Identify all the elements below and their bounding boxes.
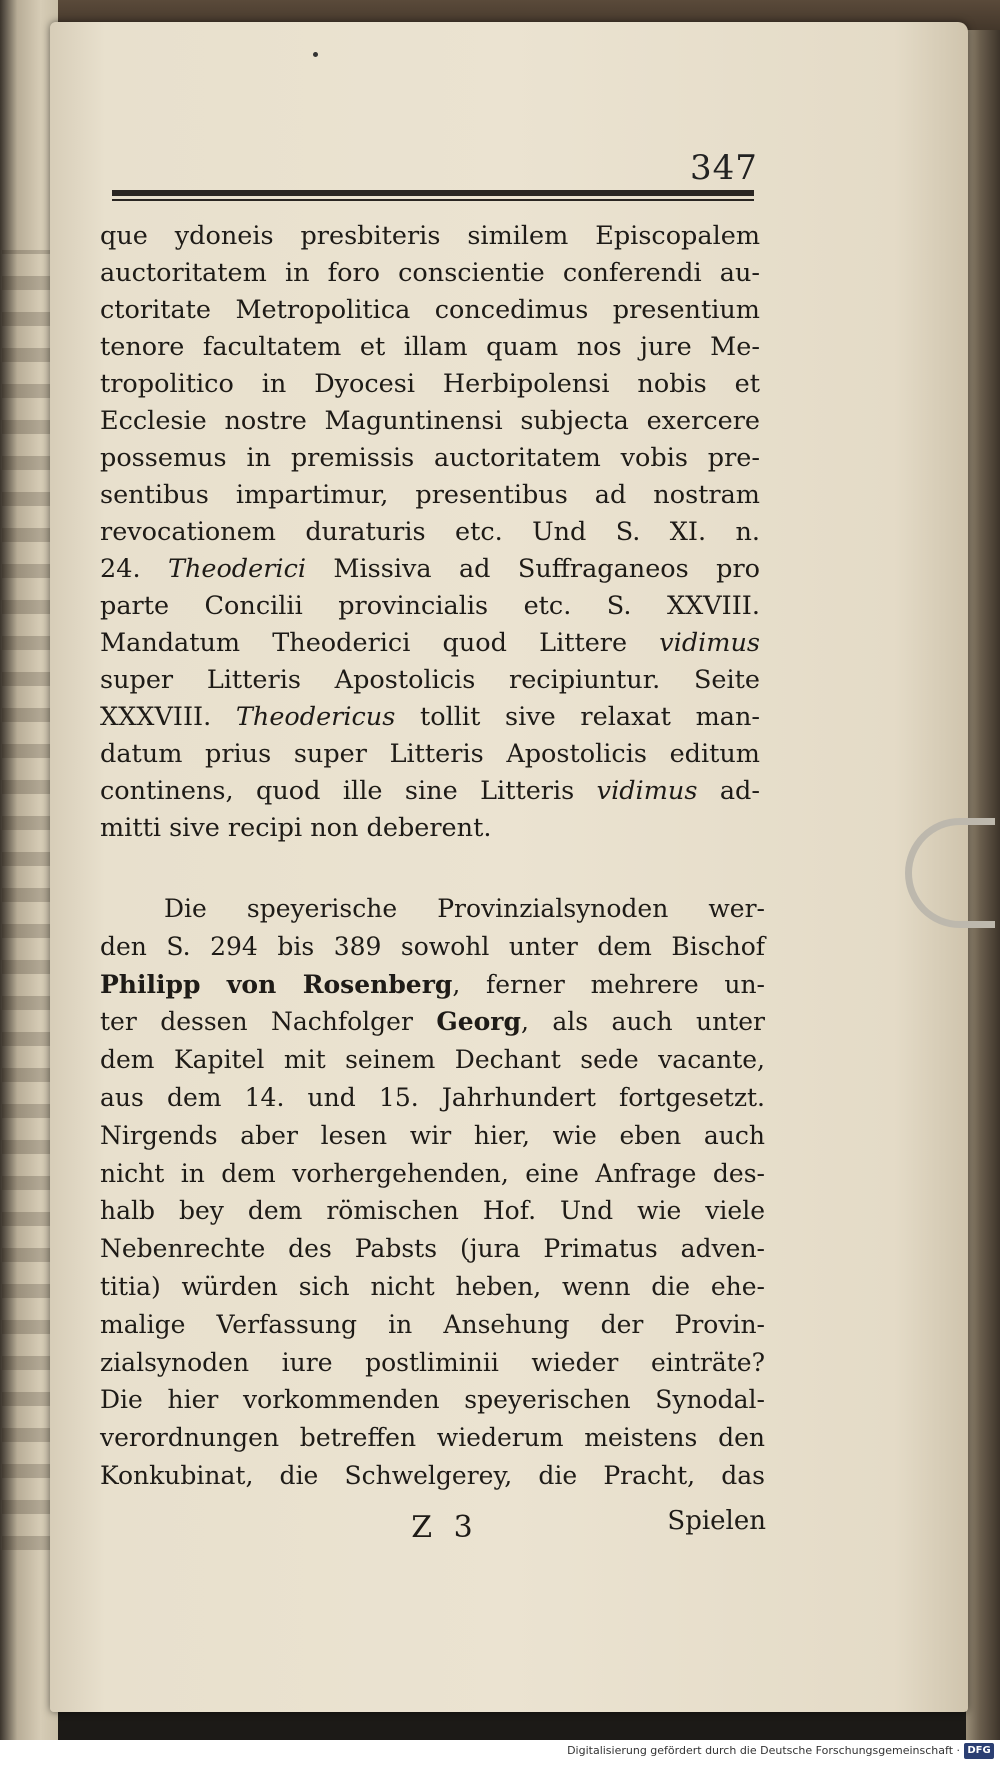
- text-run: Konkubinat, die Schwelgerey, die Pracht, das: [100, 1460, 765, 1490]
- text-run: halb bey dem römischen Hof. Und wie viele: [100, 1196, 765, 1226]
- german-text-line: [100, 1192, 765, 1230]
- text-run: ad-: [697, 776, 760, 806]
- text-run: aus dem 14. und 15. Jahrhundert fortgesetzt.: [100, 1082, 765, 1112]
- ink-spot: [313, 52, 318, 57]
- text-run: Philipp von Rosenberg: [100, 969, 453, 999]
- funding-credit: Digitalisierung gefördert durch die Deutsche Forschungsgemeinschaft ·: [567, 1744, 960, 1757]
- latin-text-line: [100, 588, 760, 625]
- text-run: revocationem duraturis etc. Und S. XI. n.: [100, 517, 760, 547]
- german-text-line: [100, 928, 765, 966]
- text-run: continens, quod ille sine Litteris: [100, 776, 597, 806]
- text-run: 24.: [100, 554, 168, 584]
- latin-text-line: [100, 329, 760, 366]
- text-run: super Litteris Apostolicis recipiuntur. Seite: [100, 665, 760, 695]
- latin-text-line: [100, 366, 760, 403]
- text-run: vidimus: [596, 776, 698, 806]
- text-run: nicht in dem vorhergehenden, eine Anfrage des-: [100, 1158, 765, 1188]
- text-run: possemus in premissis auctoritatem vobis pre-: [100, 443, 760, 473]
- text-run: parte Concilii provincialis etc. S. XXVIII.: [100, 591, 760, 621]
- german-text-line: [100, 1457, 765, 1495]
- text-run: Die hier vorkommenden speyerischen Synodal-: [100, 1385, 765, 1415]
- german-text-line: [100, 966, 765, 1004]
- german-text-line: [100, 1344, 765, 1382]
- latin-text-line: [100, 218, 760, 255]
- signature-mark: Z 3: [411, 1510, 479, 1545]
- text-run: Mandatum Theoderici quod Littere: [100, 628, 660, 658]
- text-run: den S. 294 bis 389 sowohl unter dem Bischof: [100, 931, 765, 961]
- latin-text-line: [100, 810, 760, 847]
- text-run: sentibus impartimur, presentibus ad nostram: [100, 480, 760, 510]
- german-text-line: [100, 890, 765, 928]
- text-run: malige Verfassung in Ansehung der Provin-: [100, 1309, 765, 1339]
- dfg-logo: DFG: [964, 1743, 994, 1759]
- german-paragraph: [100, 890, 765, 1495]
- text-run: Nebenrechte des Pabsts (jura Primatus adven-: [100, 1234, 765, 1264]
- text-run: XXXVIII.: [100, 702, 236, 732]
- catchword: Spielen: [667, 1506, 766, 1536]
- text-run: Missiva ad Suffraganeos pro: [306, 554, 760, 584]
- text-run: tollit sive relaxat man-: [395, 702, 760, 732]
- latin-text-line: [100, 514, 760, 551]
- text-run: , ferner mehrere un-: [452, 969, 766, 999]
- latin-text-line: [100, 477, 760, 514]
- latin-text-line: [100, 736, 760, 773]
- german-text-line: [100, 1003, 765, 1041]
- text-run: verordnungen betreffen wiederum meistens den: [100, 1423, 765, 1453]
- text-run: Die speyerische Provinzialsynoden wer-: [164, 894, 765, 923]
- text-run: titia) würden sich nicht heben, wenn die ehe-: [100, 1271, 765, 1301]
- header-rule-thin: [112, 199, 754, 201]
- header-rule-thick: [112, 190, 754, 196]
- german-text-line: [100, 1155, 765, 1193]
- text-run: , als auch unter: [520, 1007, 766, 1037]
- digitization-footer: [0, 1740, 1000, 1765]
- text-run: datum prius super Litteris Apostolicis editum: [100, 739, 760, 769]
- latin-text-line: [100, 551, 760, 588]
- text-run: Ecclesie nostre Maguntinensi subjecta exercere: [100, 406, 760, 436]
- text-run: tropolitico in Dyocesi Herbipolensi nobis et: [100, 369, 760, 399]
- latin-text-line: [100, 403, 760, 440]
- text-run: auctoritatem in foro conscientie conferendi au-: [100, 258, 760, 288]
- latin-text-line: [100, 625, 760, 662]
- german-text-line: [100, 1117, 765, 1155]
- text-run: Nirgends aber lesen wir hier, wie eben auch: [100, 1120, 765, 1150]
- page-number: 347: [690, 148, 758, 188]
- german-text-line: [100, 1381, 765, 1419]
- german-text-line: [100, 1268, 765, 1306]
- text-run: dem Kapitel mit seinem Dechant sede vacante,: [100, 1045, 765, 1075]
- text-run: vidimus: [659, 628, 760, 658]
- german-text-line: [100, 1230, 765, 1268]
- latin-text-line: [100, 255, 760, 292]
- german-text-line: [100, 1419, 765, 1457]
- latin-text-line: [100, 292, 760, 329]
- latin-text-line: [100, 662, 760, 699]
- text-run: Theoderici: [167, 554, 307, 584]
- latin-text-line: [100, 699, 760, 736]
- text-run: que ydoneis presbiteris similem Episcopalem: [100, 221, 760, 251]
- text-run: Theodericus: [235, 702, 396, 732]
- german-text-line: [100, 1041, 765, 1079]
- text-run: mitti sive recipi non deberent.: [100, 813, 492, 843]
- text-run: ter dessen Nachfolger: [100, 1007, 437, 1037]
- latin-text-line: [100, 440, 760, 477]
- german-text-line: [100, 1306, 765, 1344]
- text-run: tenore facultatem et illam quam nos jure Me-: [100, 332, 760, 362]
- latin-text-line: [100, 773, 760, 810]
- text-run: ctoritate Metropolitica concedimus presentium: [100, 295, 760, 325]
- german-text-line: [100, 1079, 765, 1117]
- text-run: zialsynoden iure postliminii wieder einträte?: [100, 1347, 765, 1377]
- text-run: Georg: [436, 1007, 521, 1037]
- latin-text-block: [100, 218, 760, 847]
